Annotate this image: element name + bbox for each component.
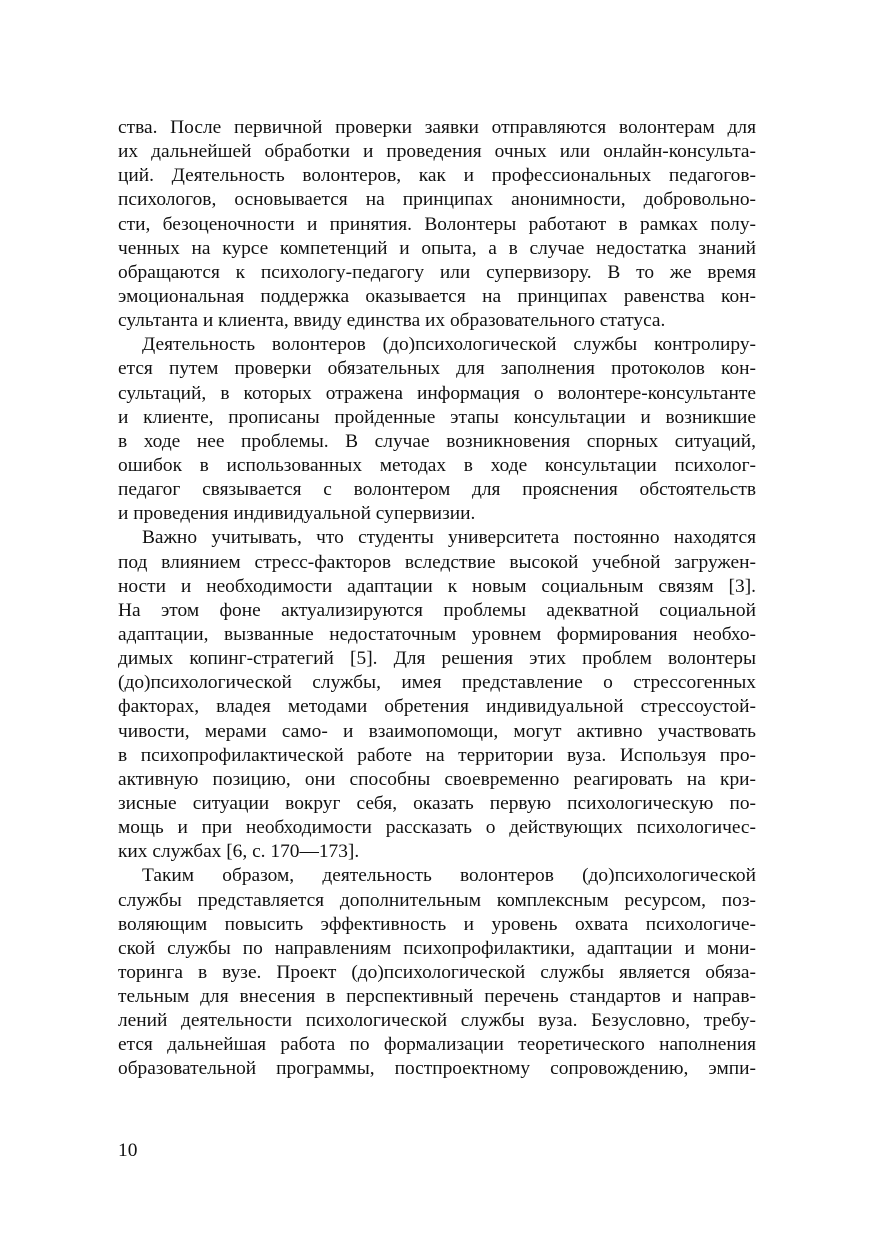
text-line: сультанта и клиента, ввиду единства их образовательного статуса. [118, 310, 666, 332]
text-line: службы представляется дополнительным комплексным ресурсом, поз- [118, 889, 756, 911]
page-body [118, 116, 756, 1082]
text-line: в ходе нее проблемы. В случае возникновения спорных ситуаций, [118, 430, 756, 452]
text-line: ется дальнейшая работа по формализации теоретического наполнения [118, 1034, 756, 1056]
text-line: педагог связывается с волонтером для прояснения обстоятельств [118, 479, 756, 501]
paragraph [118, 526, 756, 864]
text-line: воляющим повысить эффективность и уровень охвата психологиче- [118, 913, 756, 935]
text-line: эмоциональная поддержка оказывается на принципах равенства кон- [118, 285, 756, 307]
text-line: ких службах [6, с. 170—173]. [118, 841, 360, 863]
text-line: лений деятельности психологической службы вуза. Безусловно, требу- [118, 1010, 756, 1032]
text-line: в психопрофилактической работе на территории вуза. Используя про- [118, 744, 756, 766]
text-line: ций. Деятельность волонтеров, как и профессиональных педагогов- [118, 165, 756, 187]
text-line: торинга в вузе. Проект (до)психологической службы является обяза- [118, 961, 756, 983]
page-number: 10 [118, 1140, 138, 1161]
text-line: зисные ситуации вокруг себя, оказать первую психологическую по- [118, 792, 756, 814]
text-line: активную позицию, они способны своевременно реагировать на кри- [118, 768, 756, 790]
text-line: чивости, мерами само- и взаимопомощи, могут активно участвовать [118, 720, 756, 742]
paragraph [118, 116, 756, 333]
text-line: тельным для внесения в перспективный перечень стандартов и направ- [118, 986, 756, 1008]
text-line: На этом фоне актуализируются проблемы адекватной социальной [118, 599, 756, 621]
text-line: ской службы по направлениям психопрофилактики, адаптации и мони- [118, 937, 756, 959]
text-line: под влиянием стресс-факторов вследствие высокой учебной загружен- [118, 551, 756, 573]
text-line: сультаций, в которых отражена информация о волонтере-консультанте [118, 382, 756, 404]
text-line: факторах, владея методами обретения индивидуальной стрессоустой- [118, 696, 756, 718]
text-line: и клиенте, прописаны пройденные этапы консультации и возникшие [118, 406, 756, 428]
text-line: и проведения индивидуальной супервизии. [118, 503, 476, 525]
text-line: ности и необходимости адаптации к новым социальным связям [3]. [118, 575, 756, 597]
text-line: Важно учитывать, что студенты университета постоянно находятся [142, 527, 756, 549]
text-line: димых копинг-стратегий [5]. Для решения этих проблем волонтеры [118, 648, 756, 670]
text-line: сти, безоценочности и принятия. Волонтеры работают в рамках полу- [118, 213, 756, 235]
text-line: ется путем проверки обязательных для заполнения протоколов кон- [118, 358, 756, 380]
paragraph [118, 864, 756, 1081]
text-line: (до)психологической службы, имея представление о стрессогенных [118, 672, 756, 694]
text-line: Деятельность волонтеров (до)психологической службы контролиру- [142, 334, 756, 356]
text-line: ства. После первичной проверки заявки отправляются волонтерам для [118, 117, 756, 138]
paragraph [118, 333, 756, 526]
text-line: их дальнейшей обработки и проведения очных или онлайн-консульта- [118, 141, 756, 163]
text-line: психологов, основывается на принципах анонимности, добровольно- [118, 189, 756, 211]
text-line: ошибок в использованных методах в ходе консультации психолог- [118, 454, 756, 476]
text-line: ченных на курсе компетенций и опыта, а в случае недостатка знаний [118, 237, 756, 259]
text-line: мощь и при необходимости рассказать о действующих психологичес- [118, 817, 756, 839]
text-line: адаптации, вызванные недостаточным уровнем формирования необхо- [118, 623, 756, 645]
text-line: образовательной программы, постпроектному сопровождению, эмпи- [118, 1058, 756, 1080]
text-line: обращаются к психологу-педагогу или супервизору. В то же время [118, 261, 756, 283]
text-line: Таким образом, деятельность волонтеров (до)психологической [142, 865, 756, 887]
